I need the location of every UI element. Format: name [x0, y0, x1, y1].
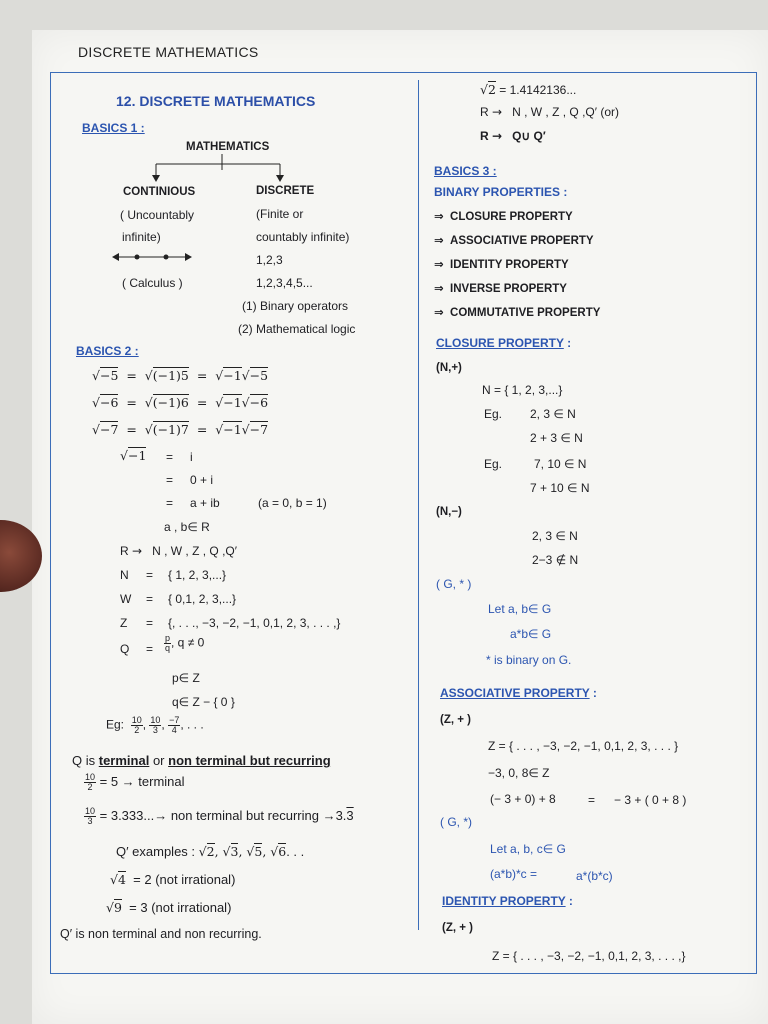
eg1-a: 2, 3 ∈ N [530, 407, 576, 421]
eq-aib-note: (a = 0, b = 1) [258, 496, 327, 510]
z-assoc-rhs: − 3 + ( 0 + 8 ) [614, 793, 687, 807]
r-line2: R → Q∪ Q′ [480, 129, 546, 143]
g-star-2: ( G, *) [440, 815, 472, 829]
r-arrow-row: R → N , W , Z , Q ,Q′ [120, 544, 237, 558]
set-w-eq: = [146, 592, 154, 606]
set-w-value: { 0,1, 2, 3,...} [168, 592, 237, 606]
z-ex: −3, 0, 8∈ Z [488, 766, 550, 780]
n-plus: (N,+) [436, 362, 462, 374]
z-plus-2: (Z, + ) [442, 922, 473, 934]
qprime-examples: Q′ examples : √2, √3, √5, √6. . . [116, 844, 305, 859]
closure-property-heading: CLOSURE PROPERTY : [436, 336, 572, 350]
discrete-line2: countably infinite) [256, 230, 350, 244]
set-z-name: Z [120, 616, 128, 630]
chapter-title: 12. DISCRETE MATHEMATICS [116, 93, 316, 109]
z-assoc-eq: = [588, 793, 596, 807]
implies-arrow-icon: ⇒ [434, 233, 444, 247]
g-star: ( G, * ) [436, 577, 472, 591]
sqrt2-line: √2 = 1.4142136... [480, 82, 577, 97]
qprime-note: Q′ is non terminal and non recurring. [60, 927, 262, 941]
set-q-eq: = [146, 642, 154, 656]
continuous-title: CONTINIOUS [123, 186, 196, 198]
sqrt-row-1: √−5 = √(−1)5 = √−1√−5 [92, 368, 269, 383]
basics2-heading: BASICS 2 : [76, 344, 139, 358]
identity-property-heading: IDENTITY PROPERTY : [442, 894, 573, 908]
z-plus: (Z, + ) [440, 714, 471, 726]
set-n-eq: = [146, 568, 154, 582]
prop-identity: ⇒ IDENTITY PROPERTY [434, 257, 569, 271]
g-b: a*b∈ G [510, 627, 552, 641]
eg2-label: Eg. [484, 457, 503, 471]
right-arrow-icon: → [492, 105, 503, 119]
z-assoc-lhs: (− 3 + 0) + 8 [490, 792, 556, 806]
g2-b: (a*b)*c = [490, 867, 538, 881]
discrete-ex2: 1,2,3,4,5... [256, 276, 313, 290]
ab-in-r: a , b∈ R [164, 520, 210, 534]
eg1-b: 2 + 3 ∈ N [530, 431, 583, 445]
nm-a: 2, 3 ∈ N [532, 529, 578, 543]
g2-a: Let a, b, c∈ G [490, 842, 566, 856]
terminal-example: $\frac{10}{2}$ = 5 → terminal [85, 772, 185, 792]
implies-arrow-icon: ⇒ [434, 281, 444, 295]
basics1-heading: BASICS 1 : [82, 121, 145, 135]
n-set: N = { 1, 2, 3,...} [482, 383, 563, 397]
set-q-def: $\frac{p}{q}$ , q ≠ 0 [165, 633, 205, 653]
set-q-name: Q [120, 642, 130, 656]
prop-associative: ⇒ ASSOCIATIVE PROPERTY [434, 233, 594, 247]
p-in-z: p∈ Z [172, 671, 200, 685]
prop-commutative: ⇒ COMMUTATIVE PROPERTY [434, 305, 601, 319]
discrete-line1: (Finite or [256, 207, 304, 221]
right-arrow-icon: → [492, 129, 503, 143]
eq-sign-1: = [166, 450, 174, 464]
eq-aib: a + ib [190, 496, 220, 510]
sqrt9-line: √9 = 3 (not irrational) [106, 900, 232, 915]
column-divider [418, 80, 419, 930]
eq-sign-2: = [166, 473, 174, 487]
q-in-z: q∈ Z − { 0 } [172, 695, 235, 709]
set-n-name: N [120, 568, 129, 582]
set-z-value: {, . . ., −3, −2, −1, 0,1, 2, 3, . . . ,} [168, 616, 341, 630]
prop-inverse: ⇒ INVERSE PROPERTY [434, 281, 567, 295]
prop-closure: ⇒ CLOSURE PROPERTY [434, 209, 573, 223]
z-set-2: Z = { . . . , −3, −2, −1, 0,1, 2, 3, . . . ,} [492, 949, 686, 963]
g2-c: a*(b*c) [576, 869, 613, 883]
continuous-line2: infinite) [122, 230, 161, 244]
n-minus: (N,−) [436, 506, 462, 518]
page-header: DISCRETE MATHEMATICS [78, 44, 259, 60]
r-line1: R → N , W , Z , Q ,Q′ (or) [480, 105, 619, 119]
q-examples: Eg: $\frac{10}{2}$ , $\frac{10}{3}$ , $\frac{-7}{4}$ , . . . [106, 715, 204, 735]
q-terminal-line: Q is terminal or non terminal but recurring [72, 753, 331, 768]
calculus-label: ( Calculus ) [122, 276, 183, 290]
binary-operators: (1) Binary operators [242, 299, 349, 313]
eq-0i: 0 + i [190, 473, 214, 487]
binary-properties-heading: BINARY PROPERTIES : [434, 185, 568, 199]
associative-property-heading: ASSOCIATIVE PROPERTY : [440, 686, 597, 700]
number-line-icon [112, 250, 192, 264]
mathematical-logic: (2) Mathematical logic [238, 322, 356, 336]
eq-i: i [190, 450, 193, 464]
implies-arrow-icon: ⇒ [434, 305, 444, 319]
nm-b: 2−3 ∉ N [532, 553, 579, 567]
eg2-a: 7, 10 ∈ N [534, 457, 587, 471]
continuous-line1: ( Uncountably [120, 208, 195, 222]
set-n-value: { 1, 2, 3,...} [168, 568, 227, 582]
set-z-eq: = [146, 616, 154, 630]
sqrt-row-3: √−7 = √(−1)7 = √−1√−7 [92, 422, 269, 437]
sqrt4-line: √4 = 2 (not irrational) [110, 872, 236, 887]
discrete-title: DISCRETE [256, 185, 315, 197]
eq-sign-3: = [166, 496, 174, 510]
z-set: Z = { . . . , −3, −2, −1, 0,1, 2, 3, . . . } [488, 739, 679, 753]
set-w-name: W [120, 592, 132, 606]
sqrt-neg-one: √−1 [120, 448, 147, 463]
discrete-ex1: 1,2,3 [256, 253, 283, 267]
right-arrow-icon: → [132, 544, 143, 558]
g-c: * is binary on G. [486, 653, 572, 667]
basics3-heading: BASICS 3 : [434, 164, 497, 178]
implies-arrow-icon: ⇒ [434, 209, 444, 223]
recurring-example: $\frac{10}{3}$ = 3.333...→ non terminal but recurring →3.3 [85, 806, 354, 826]
eg2-b: 7 + 10 ∈ N [530, 481, 590, 495]
implies-arrow-icon: ⇒ [434, 257, 444, 271]
g-a: Let a, b∈ G [488, 602, 552, 616]
sqrt-row-2: √−6 = √(−1)6 = √−1√−6 [92, 395, 269, 410]
mathematics-label: MATHEMATICS [186, 141, 270, 153]
eg1-label: Eg. [484, 407, 503, 421]
tree-diagram [150, 154, 290, 184]
